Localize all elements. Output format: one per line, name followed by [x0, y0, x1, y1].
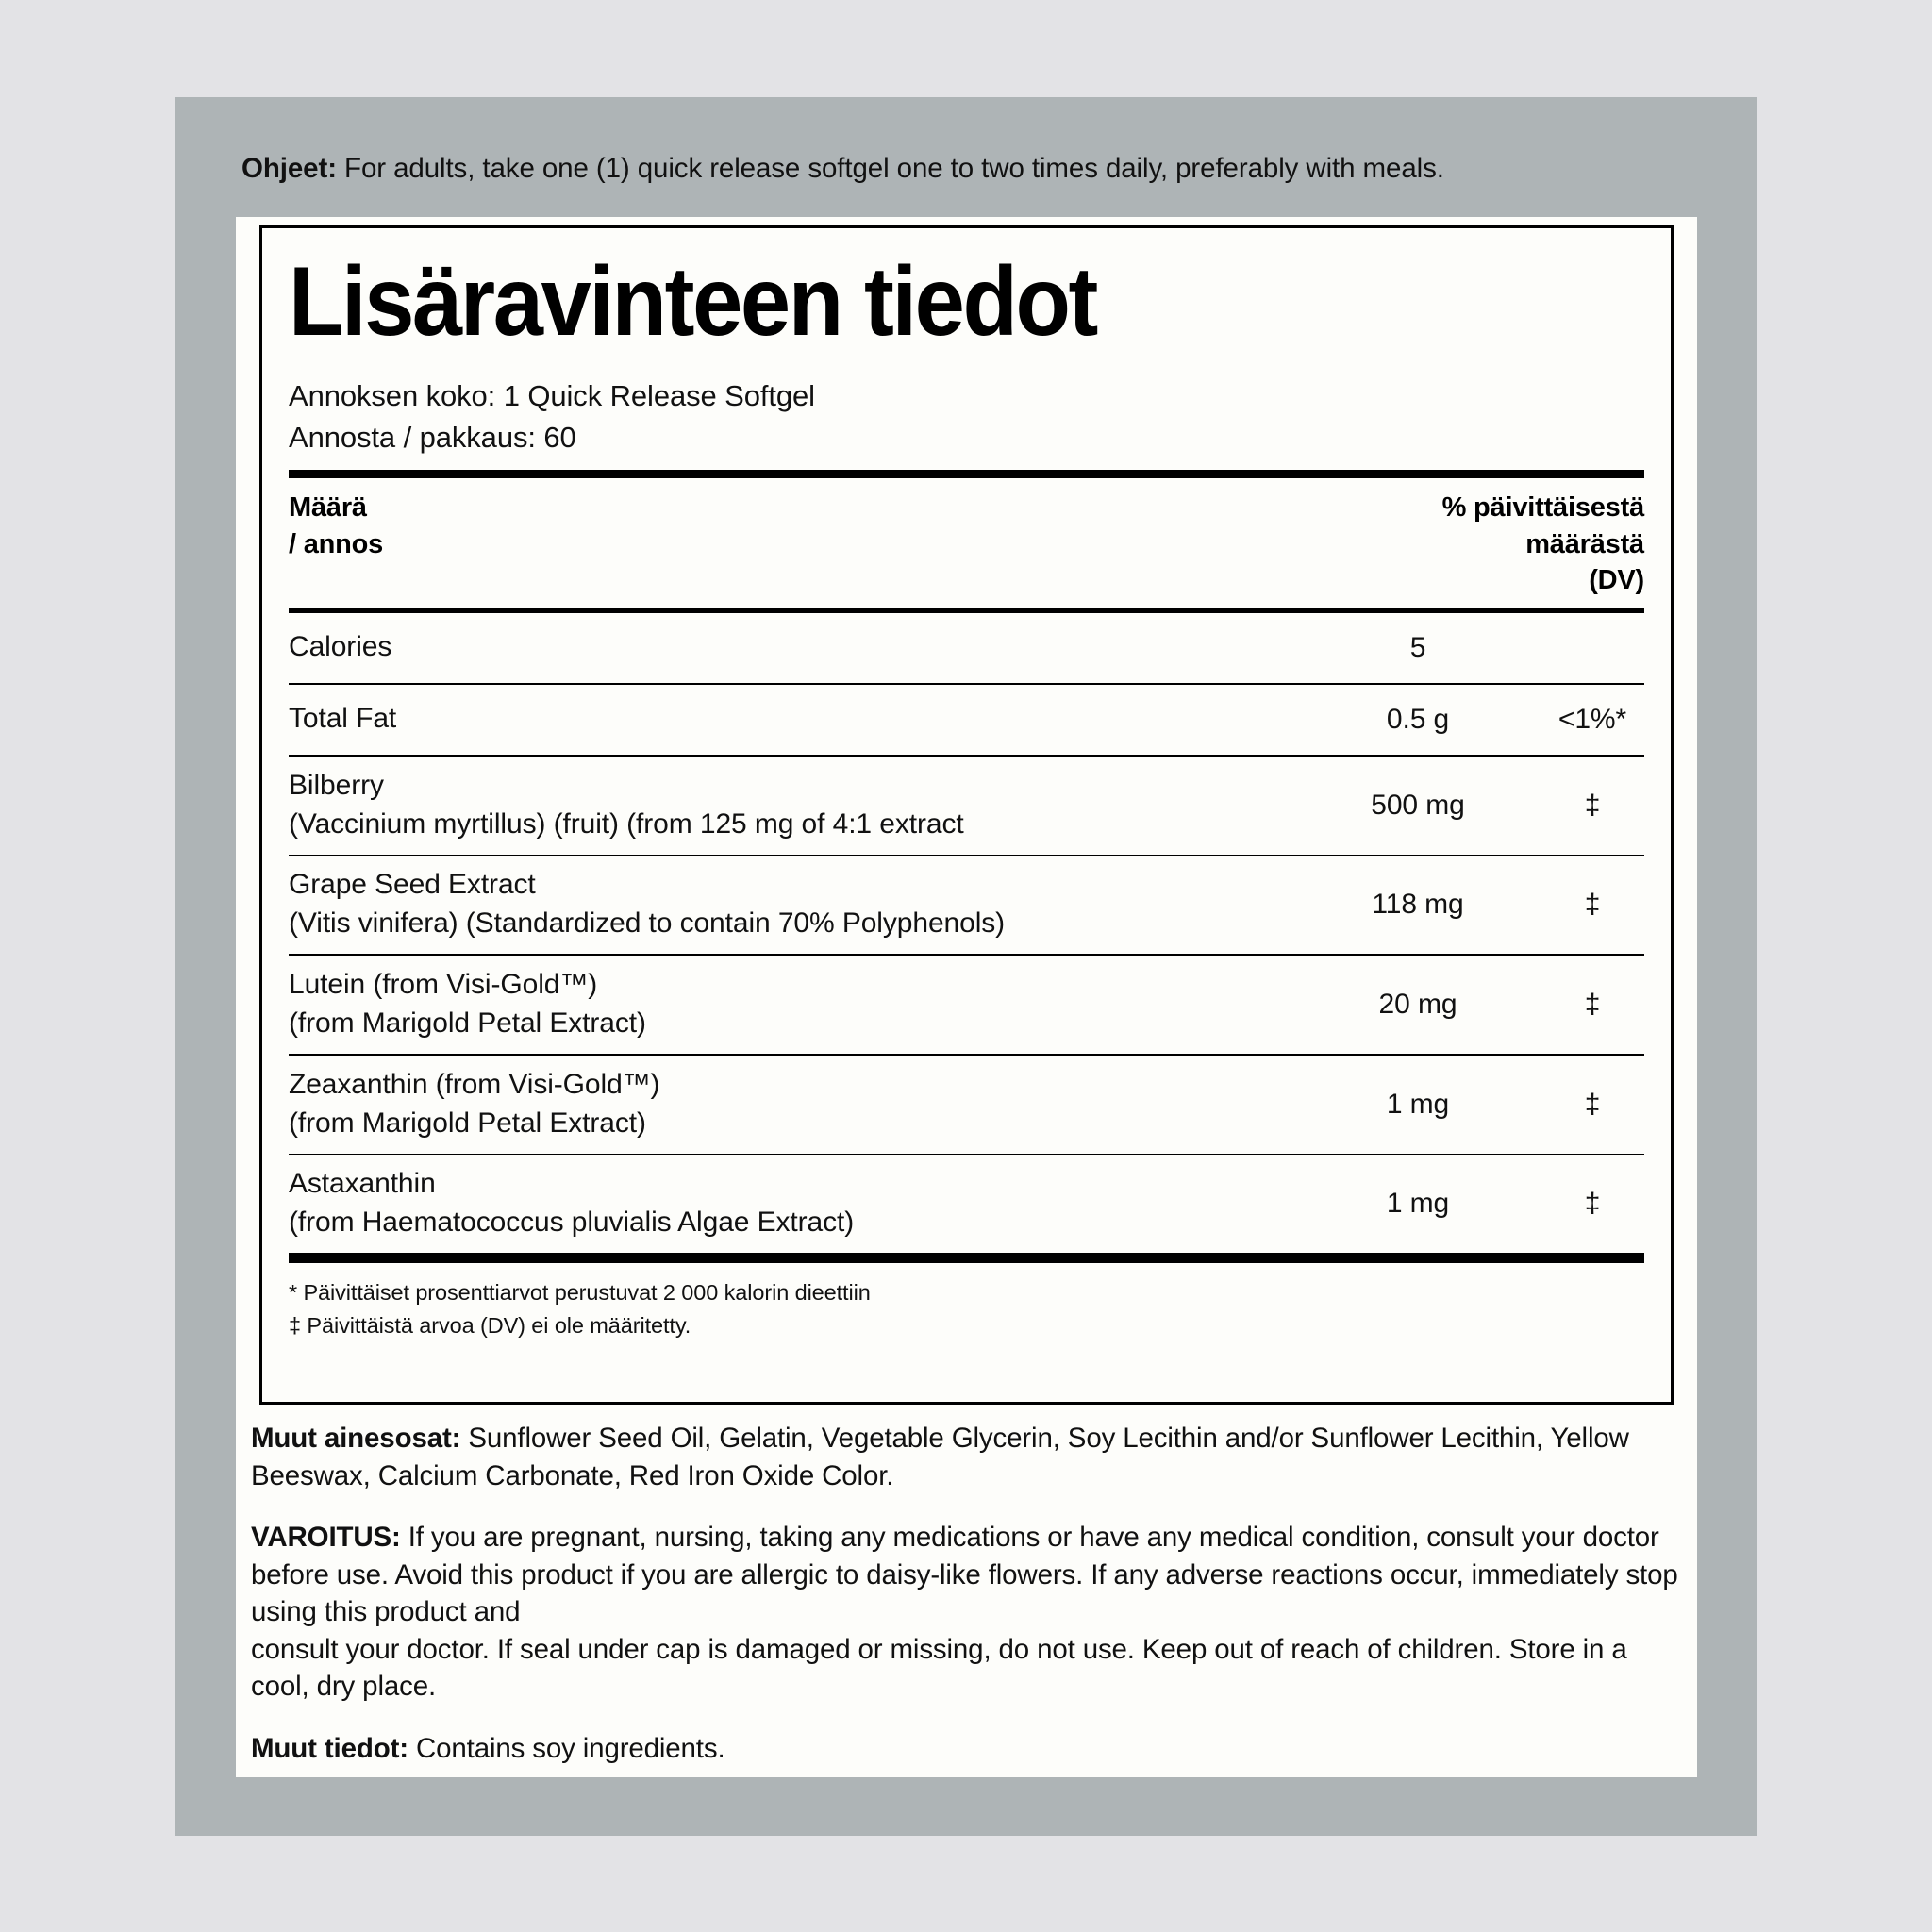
- table-row: [289, 856, 1644, 954]
- nutrient-name-line2: (from Marigold Petal Extract): [289, 1107, 646, 1139]
- other-ingredients-paragraph: [251, 1420, 1679, 1494]
- nutrient-name-line2: (from Haematococcus pluvialis Algae Extract): [289, 1206, 855, 1238]
- label-panel: [175, 97, 1757, 1836]
- directions-line: [242, 152, 1713, 187]
- nutrient-name-line1: Grape Seed Extract: [289, 868, 536, 900]
- nutrient-amount: 1 mg: [1386, 1187, 1450, 1219]
- dv-header-line3: (DV): [1589, 565, 1644, 596]
- amount-header-line1: Määrä: [289, 492, 367, 524]
- supplement-facts-card: [236, 217, 1697, 1777]
- table-row: [289, 613, 1644, 683]
- warning-text: If you are pregnant, nursing, taking any medications or have any medical condition, consult your doctor before use. Avoid this product if you are allergic to daisy-like flowers. If any adverse reactions occur, immediately stop using this product and: [251, 1522, 1678, 1628]
- nutrient-name: [289, 966, 1295, 1043]
- nutrient-name-line1: Total Fat: [289, 703, 397, 735]
- nutrient-amount: 1 mg: [1386, 1088, 1450, 1120]
- nutrient-name: [289, 767, 1295, 844]
- nutrient-name-line1: Bilberry: [289, 769, 384, 801]
- nutrient-name-line1: Zeaxanthin (from Visi-Gold™): [289, 1068, 660, 1100]
- dv-header-line1: % päivittäisestä: [1441, 492, 1644, 524]
- nutrient-dv: ‡: [1584, 1088, 1601, 1120]
- footnote-double-dagger: ‡ Päivittäistä arvoa (DV) ei ole määritetty.: [289, 1313, 691, 1339]
- nutrient-dv: <1%*: [1557, 703, 1627, 735]
- table-header: [289, 478, 1644, 608]
- nutrient-amount: 0.5 g: [1386, 703, 1450, 735]
- lower-text-section: [251, 1420, 1685, 1767]
- nutrient-dv: ‡: [1584, 988, 1601, 1020]
- amount-header-line2: / annos: [289, 528, 384, 559]
- footnotes: [289, 1263, 1644, 1343]
- other-ingredients-label: Muut ainesosat:: [251, 1423, 461, 1454]
- nutrient-amount: 5: [1409, 631, 1426, 663]
- divider-thick-top: [289, 470, 1644, 478]
- table-row: [289, 1155, 1644, 1253]
- dv-header-line2: määrästä: [1525, 528, 1644, 559]
- daily-value-header: [1442, 490, 1644, 599]
- nutrient-amount: 500 mg: [1371, 789, 1465, 821]
- nutrient-dv: ‡: [1584, 1187, 1601, 1219]
- nutrient-name-line1: Lutein (from Visi-Gold™): [289, 968, 598, 1000]
- nutrient-name: [289, 700, 1295, 739]
- divider-thick-bottom: [289, 1253, 1644, 1263]
- warning-paragraph: [251, 1519, 1679, 1706]
- nutrient-name-line2: (from Marigold Petal Extract): [289, 1007, 646, 1039]
- footnote-asterisk: * Päivittäiset prosenttiarvot perustuvat 2 000 kalorin dieettiin: [289, 1279, 871, 1305]
- other-ingredients-text: Sunflower Seed Oil, Gelatin, Vegetable Glycerin, Soy Lecithin and/or Sunflower Lecithin, Yellow Beeswax, Calcium Carbonate, Red Iron Oxide Color.: [251, 1423, 1629, 1491]
- warning-text-continued: consult your doctor. If seal under cap is damaged or missing, do not use. Keep out of reach of children. Store in a cool, dry place.: [251, 1633, 1627, 1703]
- serving-block: [289, 375, 1644, 458]
- nutrient-name: [289, 866, 1295, 943]
- table-row: [289, 1056, 1644, 1154]
- other-information-paragraph: [251, 1730, 1679, 1768]
- nutrient-name-line1: Calories: [289, 631, 392, 663]
- nutrient-name-line2: (Vitis vinifera) (Standardized to contain 70% Polyphenols): [289, 907, 1006, 939]
- table-row: [289, 757, 1644, 855]
- serving-size: Annoksen koko: 1 Quick Release Softgel: [289, 379, 815, 412]
- other-information-text: Contains soy ingredients.: [416, 1732, 725, 1764]
- nutrient-amount: 118 mg: [1372, 888, 1464, 920]
- table-row: [289, 956, 1644, 1054]
- directions-text: For adults, take one (1) quick release softgel one to two times daily, preferably with meals.: [344, 153, 1444, 184]
- nutrient-dv: ‡: [1584, 789, 1601, 821]
- nutrient-name: [289, 628, 1295, 667]
- servings-per-container: Annosta / pakkaus: 60: [289, 421, 576, 455]
- table-row: [289, 685, 1644, 755]
- nutrient-name: [289, 1066, 1295, 1143]
- page-title: Lisäravinteen tiedot: [289, 247, 1097, 357]
- directions-label: Ohjeet:: [242, 153, 337, 184]
- nutrient-dv: ‡: [1584, 888, 1601, 920]
- warning-label: VAROITUS:: [251, 1522, 401, 1554]
- supplement-facts-box: [259, 225, 1674, 1405]
- nutrient-name: [289, 1165, 1295, 1242]
- nutrient-name-line1: Astaxanthin: [289, 1167, 436, 1199]
- other-information-label: Muut tiedot:: [251, 1732, 408, 1764]
- nutrient-amount: 20 mg: [1378, 988, 1457, 1020]
- nutrient-name-line2: (Vaccinium myrtillus) (fruit) (from 125 mg of 4:1 extract: [289, 808, 964, 840]
- amount-header: [289, 490, 383, 562]
